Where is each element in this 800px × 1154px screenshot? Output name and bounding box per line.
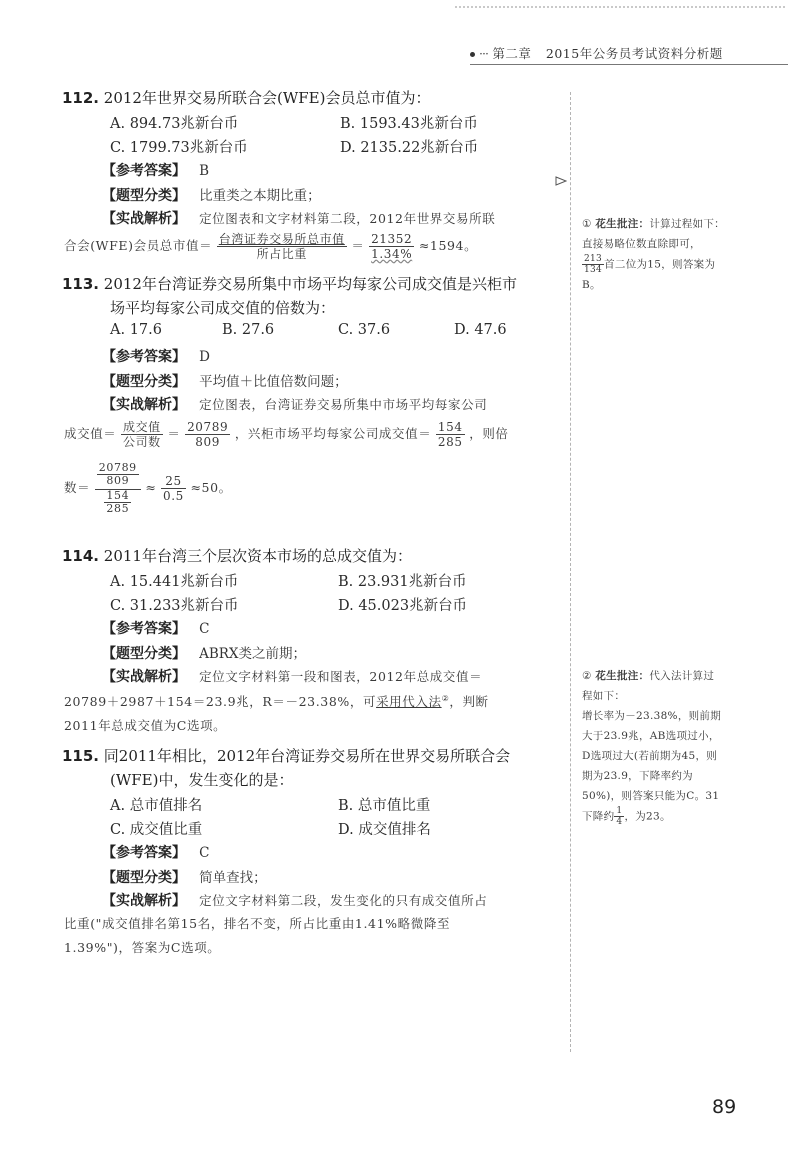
margin-note-1: ① 花生批注：计算过程如下： 直接易略位数直除即可， $\frac{213}{134}$ 首二位为15，则答案为 B。 <box>582 218 725 291</box>
q114-option-c: C. 31.233兆新台币 <box>110 598 239 614</box>
q114-category: 【题型分类】 ABRX类之前期； <box>102 646 307 662</box>
q115-option-c: C. 成交值比重 <box>110 822 203 838</box>
margin-note-2: ② 花生批注：代入法计算过 程如下： 增长率为－23.38%，则前期 大于23.9兆，AB选项过小， D选项过大(若前期为45，则 期为23.9，下降率约为 50%)，则答案只能为C。31 下降约 $\frac{1}{4}$ ，为23。 <box>582 670 722 827</box>
q112-option-b: B. 1593.43兆新台币 <box>340 116 478 132</box>
header-top-dotted-line <box>455 6 785 8</box>
q115-answer: 【参考答案】 C <box>102 845 210 861</box>
q113-analysis-1: 【实战解析】 定位图表，台湾证券交易所集中市场平均每家公司 <box>102 397 488 413</box>
q115-analysis-3: 1.39%")，答案为C选项。 <box>64 940 221 955</box>
q112-analysis-2: 合会(WFE)会员总市值＝ $\frac{\text{台湾证券交易所总市值}}{\text{所占比重}}$ ＝ $\frac{21352}{1.34\%}$ ≈1594。 <box>64 232 478 261</box>
circled-number-icon: ② <box>582 670 592 682</box>
circled-number-icon: ① <box>582 218 592 230</box>
fraction: $\frac{21352}{1.34\%}$ <box>371 232 413 261</box>
fraction: $\frac{154}{285}$ <box>437 420 463 449</box>
compound-fraction: $\frac{\frac{20789}{809}}{\frac{154}{285}}$ <box>95 462 141 515</box>
bullet-icon <box>470 52 475 57</box>
q114-analysis-2: 20789＋2987＋154＝23.9兆，R＝－23.38%，可采用代入法②，判断 <box>64 693 489 709</box>
question-114-stem: 114. 2011年台湾三个层次资本市场的总成交值为： <box>62 547 412 565</box>
q113-option-a: A. 17.6 <box>110 322 162 338</box>
q113-analysis-2: 成交值＝ $\frac{\text{成交值}}{\text{公司数}}$ ＝ $\frac{20789}{809}$ ，兴柜市场平均每家公司成交值＝ $\frac{154}{285}$ ，则倍 <box>64 420 509 449</box>
question-113-stem: 113. 2012年台湾证券交易所集中市场平均每家公司成交值是兴柜市 <box>62 275 517 293</box>
fraction: $\frac{\text{成交值}}{\text{公司数}}$ <box>122 420 161 449</box>
header-rule <box>470 64 788 65</box>
q115-option-d: D. 成交值排名 <box>338 822 431 838</box>
page-number: 89 <box>712 1096 737 1118</box>
question-115-stem-2: (WFE)中，发生变化的是： <box>110 771 294 789</box>
q114-option-a: A. 15.441兆新台币 <box>110 574 239 590</box>
header-chapter: 第二章 <box>492 46 532 61</box>
header-book-title: 2015年公务员考试资料分析题 <box>545 46 723 61</box>
q114-option-b: B. 23.931兆新台币 <box>338 574 467 590</box>
q112-category: 【题型分类】 比重类之本期比重； <box>102 188 321 204</box>
fraction: $\frac{\text{台湾证券交易所总市值}}{\text{所占比重}}$ <box>218 232 345 261</box>
q113-answer: 【参考答案】 D <box>102 349 210 365</box>
margin-divider <box>570 92 571 1052</box>
question-number: 113. <box>62 275 100 293</box>
question-number: 114. <box>62 547 100 565</box>
q112-option-c: C. 1799.73兆新台币 <box>110 140 248 156</box>
cursor-arrow-icon <box>555 176 567 186</box>
q113-category: 【题型分类】 平均值＋比值倍数问题； <box>102 374 348 390</box>
q112-analysis-1: 【实战解析】 定位图表和文字材料第二段，2012年世界交易所联 <box>102 211 496 227</box>
q114-analysis-1: 【实战解析】 定位文字材料第一段和图表，2012年总成交值＝ <box>102 669 483 685</box>
q115-option-a: A. 总市值排名 <box>110 798 203 814</box>
fraction: $\frac{25}{0.5}$ <box>163 474 184 503</box>
q112-option-a: A. 894.73兆新台币 <box>110 116 239 132</box>
q112-answer: 【参考答案】 B <box>102 163 210 179</box>
q113-option-b: B. 27.6 <box>222 322 275 338</box>
q115-category: 【题型分类】 简单查找； <box>102 870 267 886</box>
q112-option-d: D. 2135.22兆新台币 <box>340 140 479 156</box>
q115-analysis-1: 【实战解析】 定位文字材料第二段，发生变化的只有成交值所占 <box>102 893 488 909</box>
q113-option-c: C. 37.6 <box>338 322 391 338</box>
q114-option-d: D. 45.023兆新台币 <box>338 598 468 614</box>
question-115-stem: 115. 同2011年相比，2012年台湾证券交易所在世界交易所联合会 <box>62 747 511 765</box>
q115-analysis-2: 比重("成交值排名第15名，排名不变，所占比重由1.41%略微降至 <box>64 916 451 931</box>
question-number: 112. <box>62 89 100 107</box>
fraction: $\frac{20789}{809}$ <box>187 420 229 449</box>
question-113-stem-2: 场平均每家公司成交值的倍数为： <box>110 299 336 317</box>
question-number: 115. <box>62 747 100 765</box>
question-112-stem: 112. 2012年世界交易所联合会(WFE)会员总市值为： <box>62 89 431 107</box>
q113-analysis-3: 数＝ $\frac{\frac{20789}{809}}{\frac{154}{285}}$ ≈ $\frac{25}{0.5}$ ≈50。 <box>64 461 232 515</box>
q114-answer: 【参考答案】 C <box>102 621 210 637</box>
running-header: ··· 第二章 2015年公务员考试资料分析题 <box>470 44 723 62</box>
q113-option-d: D. 47.6 <box>454 322 507 338</box>
q115-option-b: B. 总市值比重 <box>338 798 431 814</box>
q114-analysis-3: 2011年总成交值为C选项。 <box>64 718 227 733</box>
